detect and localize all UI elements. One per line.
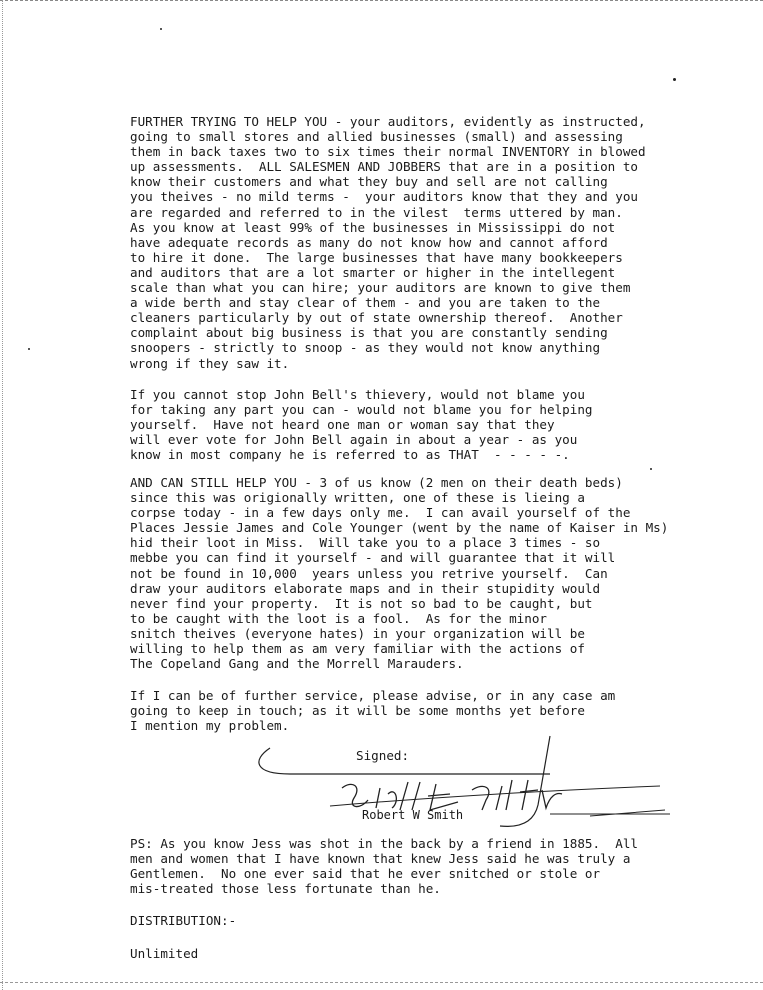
paragraph-john-bell <box>130 387 690 462</box>
text-line: willing to help them as am very familiar with the actions of <box>130 641 585 657</box>
text-line: snoopers - strictly to snoop - as they would not know anything <box>130 340 601 356</box>
distribution-value <box>130 946 690 961</box>
text-line: will ever vote for John Bell again in about a year - as you <box>130 432 578 448</box>
paragraph-auditors <box>130 114 690 371</box>
text-line: are regarded and referred to in the vilest terms uttered by man. <box>130 204 623 220</box>
distribution-label <box>130 913 690 928</box>
text-line: If I can be of further service, please advise, or in any case am <box>130 688 616 703</box>
scan-speck <box>650 468 652 470</box>
top-edge-noise <box>0 0 763 3</box>
paragraph-closing <box>130 688 690 733</box>
text-line: PS: As you know Jess was shot in the back by a friend in 1885. All <box>130 836 638 851</box>
text-line: know in most company he is referred to as THAT - - - - -. <box>130 447 570 463</box>
text-line: them in back taxes two to six times their normal INVENTORY in blowed <box>130 144 646 160</box>
paragraph-loot <box>130 475 690 671</box>
text-line: snitch theives (everyone hates) in your organization will be <box>130 625 585 641</box>
text-line: mebbe you can find it yourself - and will guarantee that it will <box>130 550 616 566</box>
text-line: Gentlemen. No one ever said that he ever snitched or stole or <box>130 866 601 882</box>
handwritten-signature <box>250 730 680 830</box>
text-line: FURTHER TRYING TO HELP YOU - your auditors, evidently as instructed, <box>130 114 646 129</box>
text-line: yourself. Have not heard one man or woman say that they <box>130 417 555 433</box>
signature-block <box>250 730 680 830</box>
signed-label: Signed: <box>356 748 410 763</box>
text-line: wrong if they saw it. <box>130 355 290 371</box>
scan-speck <box>160 28 162 30</box>
scan-speck <box>28 348 30 350</box>
text-line: As you know at least 99% of the businesses in Mississippi do not <box>130 219 616 235</box>
text-line: a wide berth and stay clear of them - and you are taken to the <box>130 295 601 311</box>
text-line: mis-treated those less fortunate than he. <box>130 881 441 897</box>
text-line: I mention my problem. <box>130 718 290 734</box>
text-line: know their customers and what they buy and sell are not calling <box>130 174 608 190</box>
text-line: DISTRIBUTION:- <box>130 913 237 928</box>
text-line: never find your property. It is not so bad to be caught, but <box>130 595 593 611</box>
text-line: going to small stores and allied businesses (small) and assessing <box>130 129 623 145</box>
text-line: you theives - no mild terms - your auditors know that they and you <box>130 189 638 205</box>
text-line: going to keep in touch; as it will be some months yet before <box>130 703 585 719</box>
text-line: hid their loot in Miss. Will take you to a place 3 times - so <box>130 535 601 551</box>
text-line: cleaners particularly by out of state ownership thereof. Another <box>130 310 623 326</box>
text-line: to hire it done. The large businesses that have many bookkeepers <box>130 249 623 265</box>
postscript <box>130 836 690 896</box>
text-line: men and women that I have known that knew Jess said he was truly a <box>130 851 631 867</box>
text-line: Unlimited <box>130 946 199 961</box>
left-edge-noise <box>2 0 9 990</box>
text-line: up assessments. ALL SALESMEN AND JOBBERS that are in a position to <box>130 159 638 175</box>
text-line: scale than what you can hire; your auditors are known to give them <box>130 280 631 296</box>
text-line: If you cannot stop John Bell's thievery, would not blame you <box>130 387 585 402</box>
bottom-edge-noise <box>0 982 763 984</box>
text-line: since this was origionally written, one of these is lieing a <box>130 490 585 506</box>
text-line: and auditors that are a lot smarter or higher in the intellegent <box>130 264 616 280</box>
scan-speck <box>673 78 676 81</box>
text-line: Places Jessie James and Cole Younger (went by the name of Kaiser in Ms) <box>130 520 669 536</box>
text-line: draw your auditors elaborate maps and in their stupidity would <box>130 580 601 596</box>
text-line: complaint about big business is that you are constantly sending <box>130 325 608 341</box>
text-line: have adequate records as many do not know how and cannot afford <box>130 234 608 250</box>
text-line: AND CAN STILL HELP YOU - 3 of us know (2 men on their death beds) <box>130 475 623 490</box>
signer-name: Robert W Smith <box>362 808 464 822</box>
text-line: not be found in 10,000 years unless you retrive yourself. Can <box>130 565 608 581</box>
text-line: for taking any part you can - would not blame you for helping <box>130 402 593 418</box>
text-line: to be caught with the loot is a fool. As for the minor <box>130 610 548 626</box>
text-line: The Copeland Gang and the Morrell Marauders. <box>130 656 464 672</box>
text-line: corpse today - in a few days only me. I can avail yourself of the <box>130 505 631 521</box>
